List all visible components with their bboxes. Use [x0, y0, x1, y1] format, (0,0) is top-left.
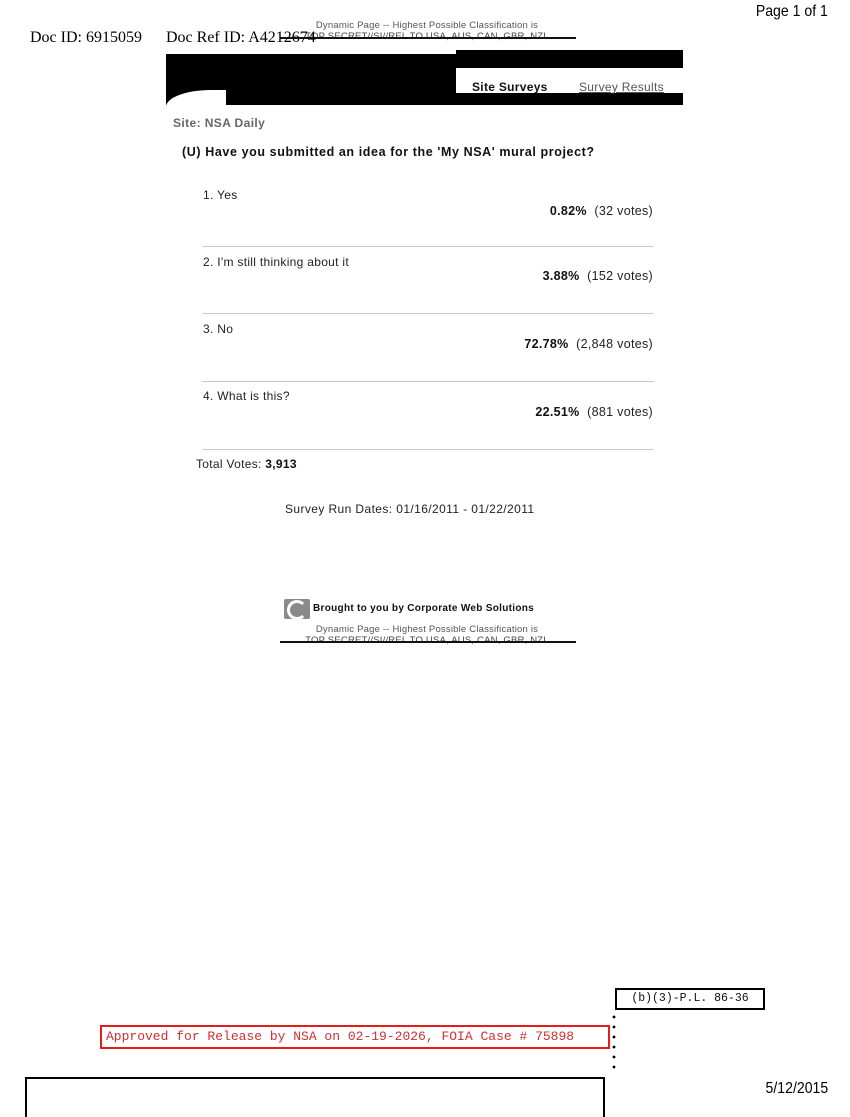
footer-classification-line-1: Dynamic Page -- Highest Possible Classification is [315, 624, 539, 635]
total-votes [196, 457, 297, 471]
nav-survey-results-link[interactable]: Survey Results [579, 80, 664, 94]
option-result [550, 204, 653, 218]
survey-run-dates: Survey Run Dates: 01/16/2011 - 01/22/2011 [285, 502, 535, 516]
option-percent: 22.51% [535, 405, 580, 419]
option-label: 2. I'm still thinking about it [203, 255, 350, 269]
total-votes-value: 3,913 [265, 457, 297, 471]
divider [202, 246, 654, 247]
option-label: 3. No [203, 322, 234, 336]
option-votes: (152 votes) [587, 269, 653, 283]
divider [202, 313, 654, 314]
site-label: Site: NSA Daily [173, 116, 266, 130]
divider [202, 449, 654, 450]
dotted-leader-line [612, 1012, 616, 1074]
option-result [535, 405, 653, 419]
release-approval-stamp: Approved for Release by NSA on 02-19-2026, FOIA Case # 75898 [100, 1025, 610, 1049]
classification-line-1: Dynamic Page -- Highest Possible Classification is [315, 20, 539, 31]
print-date: 5/12/2015 [765, 1080, 828, 1097]
divider [202, 381, 654, 382]
option-votes: (881 votes) [587, 405, 653, 419]
option-label: 4. What is this? [203, 389, 290, 403]
strikethrough-bar [280, 37, 576, 39]
exemption-stamp: (b)(3)-P.L. 86-36 [615, 988, 765, 1010]
option-label: 1. Yes [203, 188, 238, 202]
option-votes: (32 votes) [594, 204, 653, 218]
header-redaction-right-top [456, 50, 683, 68]
doc-ref-id: Doc Ref ID: A4212674 [166, 29, 316, 46]
option-result [543, 269, 653, 283]
nav-site-surveys[interactable]: Site Surveys [472, 80, 548, 94]
total-votes-label: Total Votes: [196, 457, 262, 471]
page-number: Page 1 of 1 [755, 3, 828, 20]
brought-by-text: Brought to you by Corporate Web Solutions [313, 603, 534, 614]
option-percent: 0.82% [549, 204, 587, 218]
option-percent: 72.78% [524, 337, 569, 351]
header-redaction-right-bottom [456, 93, 683, 105]
footer-classification-line-2-redacted [282, 635, 572, 646]
classification-line-2-redacted [282, 31, 572, 42]
doc-id: Doc ID: 6915059 [30, 29, 142, 46]
footer-classification [282, 624, 572, 646]
option-result [524, 337, 653, 351]
survey-question: (U) Have you submitted an idea for the 'My NSA' mural project? [182, 145, 595, 159]
option-votes: (2,848 votes) [576, 337, 653, 351]
redaction-box-bottom [25, 1077, 605, 1117]
strikethrough-bar [280, 641, 576, 643]
corporate-web-solutions-logo-icon [284, 599, 310, 619]
option-percent: 3.88% [542, 269, 580, 283]
classification-banner [282, 20, 572, 42]
